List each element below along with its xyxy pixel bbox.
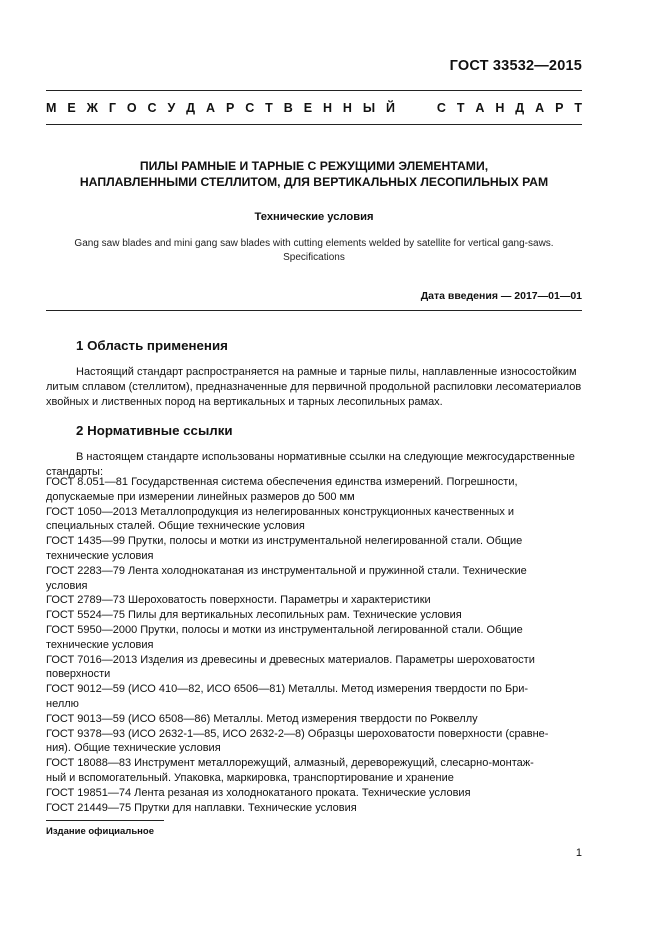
reference-line: ГОСТ 2789—73 Шероховатость поверхности. Параметры и характеристики [46,594,431,607]
banner-letter: Р [225,101,235,115]
banner-letter: В [283,101,293,115]
banner-letter: Ж [86,101,98,115]
paragraph-line: хвойных и лиственных пород на вертикальных и тарных лесопильных рамах. [46,395,443,408]
paragraph-line: литым сплавом (стеллитом), предназначенные для первичной продольной распиловки лесоматериалов [46,380,582,393]
reference-line: ГОСТ 7016—2013 Изделия из древесины и древесных материалов. Параметры шероховатости [46,653,535,666]
english-title-line-2: Specifications [283,252,345,263]
reference-line: технические условия [46,549,154,562]
reference-line: ГОСТ 5950—2000 Прутки, полосы и мотки из инструментальной легированной стали. Общие [46,623,523,636]
banner-letter: М [46,101,57,115]
title-line-2: НАПЛАВЛЕННЫМИ СТЕЛЛИТОМ, ДЛЯ ВЕРТИКАЛЬНЫХ ЛЕСОПИЛЬНЫХ РАМ [79,175,549,189]
banner-letter: Е [67,101,76,115]
banner-letter: А [206,101,216,115]
paragraph-line: В настоящем стандарте использованы нормативные ссылки на следующие межгосударственные [76,451,575,463]
reference-line: ГОСТ 5524—75 Пилы для вертикальных лесопильных рам. Технические условия [46,609,462,622]
reference-line: ГОСТ 1435—99 Прутки, полосы и мотки из инструментальной нелегированной стали. Общие [46,535,523,548]
english-title-line-1: Gang saw blades and mini gang saw blades with cutting elements welded by satellite for vertical gang-saws. [74,238,554,249]
banner-letter: А [535,101,545,115]
reference-line: поверхности [46,668,111,681]
reference-line: специальных сталей. Общие технические условия [46,520,305,533]
reference-line: ный и вспомогательный. Упаковка, маркировка, транспортирование и хранение [46,771,454,784]
reference-item [46,801,582,816]
banner-letter: А [475,101,485,115]
banner-letter: Е [303,101,313,115]
introduction-date: Дата введения — 2017—01—01 [420,290,582,302]
reference-line: ГОСТ 21449—75 Прутки для наплавки. Технические условия [46,801,357,814]
page-number: 1 [575,847,582,859]
banner-letter: Д [186,101,196,115]
banner-letter: Н [495,101,505,115]
reference-item [46,786,582,801]
reference-item [46,653,582,683]
reference-item [46,756,582,786]
reference-line: ГОСТ 8.051—81 Государственная система обеспечения единства измерений. Погрешности, [46,476,518,488]
banner-letter: Ы [362,101,376,115]
reference-item [46,534,582,564]
reference-line: условия [46,579,88,592]
banner-letter: У [167,101,176,115]
banner-letter: Р [555,101,564,115]
date-rule [46,310,582,311]
banner-letter: Г [108,101,116,115]
reference-line: ГОСТ 9013—59 (ИСО 6508—86) Металлы. Метод измерения твердости по Роквеллу [46,712,478,725]
banner-letter: Н [322,101,332,115]
subtitle: Технические условия [254,211,374,223]
banner-letter: Д [515,101,525,115]
banner-letter: С [436,101,446,115]
english-title [46,237,582,265]
banner-gap [406,101,426,115]
banner-bottom-rule [46,124,582,125]
section-2-heading: 2 Нормативные ссылки [76,423,233,438]
reference-line: ГОСТ 9012—59 (ИСО 410—82, ИСО 6506—81) Металлы. Метод измерения твердости по Бри- [46,683,529,696]
title-line-1: ПИЛЫ РАМНЫЕ И ТАРНЫЕ С РЕЖУЩИМИ ЭЛЕМЕНТАМИ, [139,159,489,173]
normative-references-list [46,475,582,815]
edition-label: Издание официальное [46,826,154,837]
reference-line: ния). Общие технические условия [46,742,221,755]
reference-line: допускаемые при измерении линейных размеров до 500 мм [46,490,355,503]
top-rule [46,90,582,91]
banner-letter: Т [265,101,273,115]
footer-rule [46,820,164,821]
reference-item [46,682,582,712]
paragraph-line: Настоящий стандарт распространяется на рамные и тарные пилы, наплавленные износостойким [76,366,577,378]
banner-letter: Т [574,101,582,115]
banner-letter: С [245,101,255,115]
title-block [46,158,582,265]
banner-letter: Й [386,101,396,115]
reference-item [46,564,582,594]
paragraph-line: стандарты: [46,465,104,478]
reference-item [46,623,582,653]
reference-item [46,593,582,608]
reference-line: неллю [46,697,79,710]
reference-item [46,712,582,727]
standard-type-banner [46,101,582,115]
reference-line: ГОСТ 19851—74 Лента резаная из холоднокатаного проката. Технические условия [46,786,471,799]
reference-line: ГОСТ 2283—79 Лента холоднокатаная из инструментальной и пружинной стали. Технические [46,564,527,577]
section-1-heading: 1 Область применения [76,338,228,353]
banner-letter: Н [342,101,352,115]
reference-item [46,727,582,757]
reference-line: ГОСТ 1050—2013 Металлопродукция из нелегированных конструкционных качественных и [46,505,515,518]
banner-letter: О [126,101,137,115]
reference-line: технические условия [46,638,154,651]
reference-item [46,608,582,623]
reference-line: ГОСТ 18088—83 Инструмент металлорежущий, алмазный, дереворежущий, слесарно-монтаж- [46,757,534,770]
banner-letter: Т [456,101,465,115]
banner-letter: С [147,101,157,115]
gost-code: ГОСТ 33532—2015 [449,58,582,74]
reference-item [46,475,582,505]
reference-line: ГОСТ 9378—93 (ИСО 2632-1—85, ИСО 2632-2—8) Образцы шероховатости поверхности (сравне- [46,727,549,740]
reference-item [46,505,582,535]
section-1-paragraph [46,365,582,409]
